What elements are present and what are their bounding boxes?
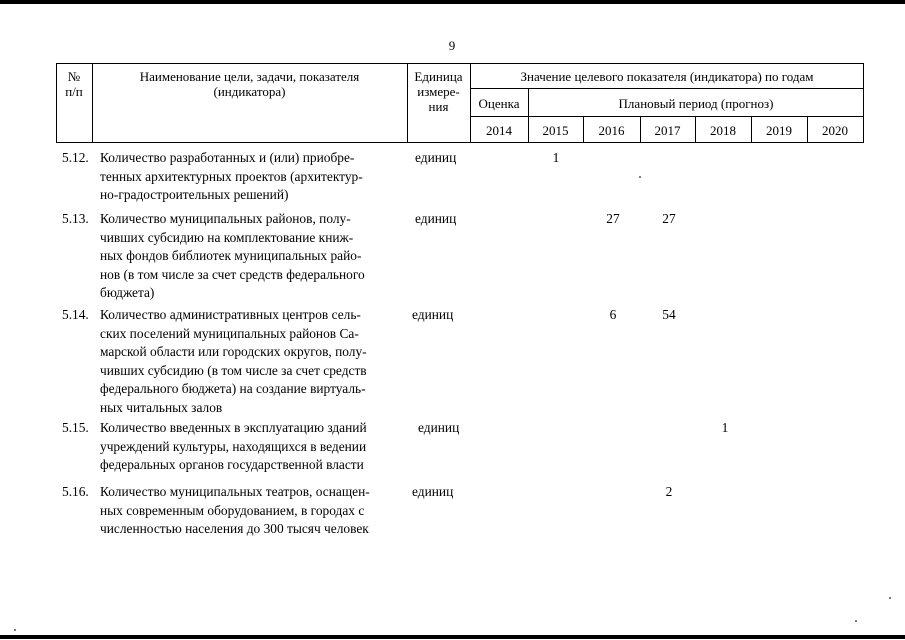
value-2016: 6 bbox=[609, 307, 617, 322]
value-2017: 54 bbox=[662, 307, 676, 322]
top-edge-bar bbox=[0, 0, 905, 4]
header-plan-label: Плановый период (прогноз) bbox=[618, 96, 774, 111]
year-2016: 2016 bbox=[598, 123, 625, 138]
unit-value: единиц bbox=[415, 211, 457, 226]
scan-speck bbox=[639, 176, 641, 178]
value-2018: 1 bbox=[721, 420, 729, 435]
header-top-rule bbox=[56, 63, 864, 64]
scan-speck bbox=[14, 629, 16, 631]
indicator-name: Количество муниципальных театров, оснащен- ных современным оборудованием, в городах с численностью населения до 300 тысяч человек bbox=[100, 484, 370, 537]
value-2015: 1 bbox=[552, 150, 560, 165]
value-2017: 2 bbox=[665, 484, 673, 499]
row-number: 5.16. bbox=[62, 484, 89, 499]
scan-speck bbox=[855, 620, 857, 622]
header-estimate-label: Оценка bbox=[478, 96, 520, 111]
scan-speck bbox=[889, 597, 891, 599]
table-header bbox=[56, 63, 864, 143]
unit-value: единиц bbox=[412, 307, 454, 322]
row-number: 5.14. bbox=[62, 307, 89, 322]
header-num-label: № п/п bbox=[65, 69, 83, 99]
year-2019: 2019 bbox=[766, 123, 792, 138]
row-number: 5.12. bbox=[62, 150, 89, 165]
header-unit-label: Единица измере- ния bbox=[414, 69, 463, 114]
unit-value: единиц bbox=[418, 420, 460, 435]
year-2017: 2017 bbox=[654, 123, 681, 138]
value-2017: 27 bbox=[662, 211, 676, 226]
header-values-title: Значение целевого показателя (индикатора) по годам bbox=[520, 69, 814, 84]
header-bottom-rule bbox=[56, 142, 864, 143]
indicator-name: Количество административных центров сель- ских поселений муниципальных районов Са- марской области или городских округов, полу- чивших субсидию (в том числе за счет средств федерального бюджета) на создание виртуаль- ных читальных залов bbox=[100, 307, 367, 415]
year-2015: 2015 bbox=[542, 123, 569, 138]
indicator-name: Количество разработанных и (или) приобре- тенных архитектурных проектов (архитектур- но-градостроительных решений) bbox=[100, 150, 363, 203]
year-2020: 2020 bbox=[822, 123, 848, 138]
bottom-edge-bar bbox=[0, 635, 905, 639]
header-name-label: Наименование цели, задачи, показателя (индикатора) bbox=[139, 69, 360, 99]
row-number: 5.15. bbox=[62, 420, 89, 435]
page-number: 9 bbox=[448, 38, 456, 53]
header-mid-rule bbox=[470, 88, 864, 89]
unit-value: единиц bbox=[412, 484, 454, 499]
unit-value: единиц bbox=[415, 150, 457, 165]
indicator-name: Количество введенных в эксплуатацию зданий учреждений культуры, находящихся в ведении федеральных органов государственной власти bbox=[100, 420, 367, 473]
year-2018: 2018 bbox=[710, 123, 736, 138]
header-year-rule bbox=[470, 116, 864, 117]
year-2014: 2014 bbox=[486, 123, 512, 138]
indicator-name: Количество муниципальных районов, полу- чивших субсидию на комплектование книж- ных фондов библиотек муниципальных райо- нов (в том числе за счет средств федерального бюджета) bbox=[100, 211, 365, 301]
row-number: 5.13. bbox=[62, 211, 89, 226]
value-2016: 27 bbox=[606, 211, 620, 226]
